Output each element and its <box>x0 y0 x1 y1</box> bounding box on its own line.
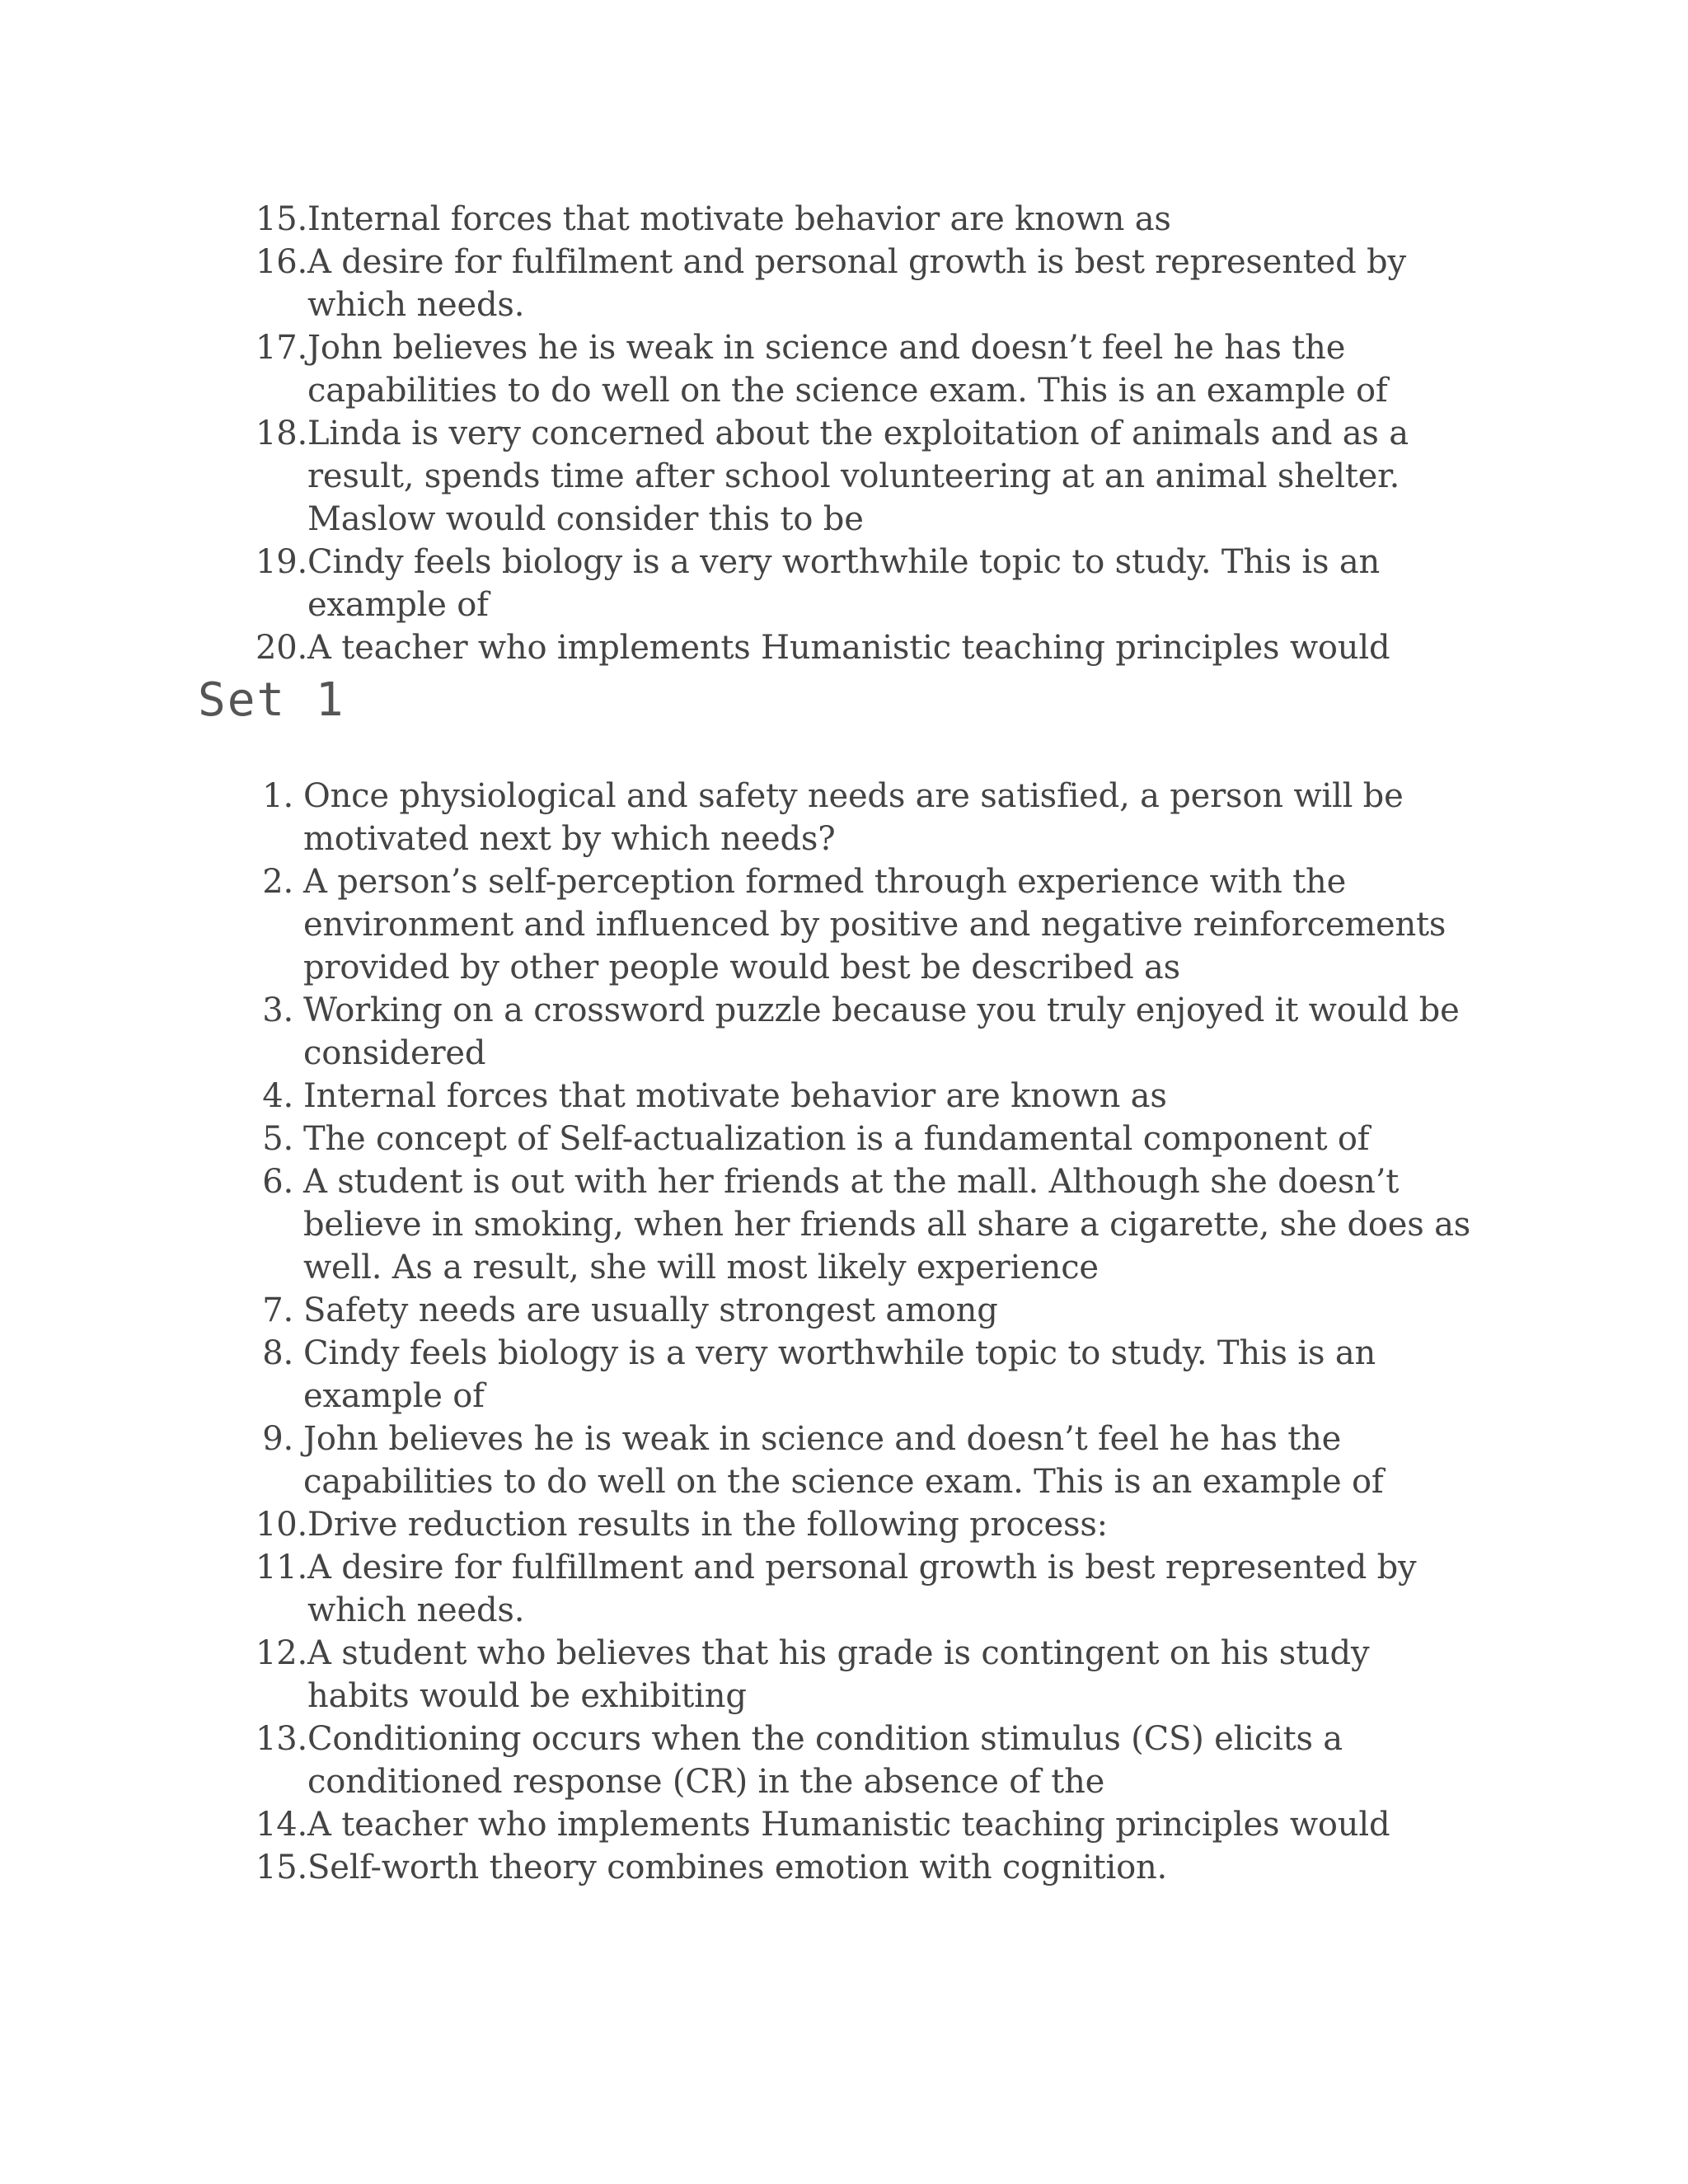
question-list-continued <box>256 198 1475 669</box>
list-item <box>256 626 1475 669</box>
question-number: 9. <box>262 1420 293 1458</box>
question-number: 18. <box>256 415 308 452</box>
question-text: A teacher who implements Humanistic teaching principles would <box>307 629 1390 667</box>
list-item <box>256 1418 1475 1503</box>
question-number: 20. <box>256 629 308 667</box>
question-text: A person’s self-perception formed through experience with the environment and influenced by positive and negative reinforcements provided by other people would best be described as <box>303 863 1447 987</box>
list-item <box>256 412 1475 541</box>
question-text: Safety needs are usually strongest among <box>303 1291 998 1329</box>
question-text: Internal forces that motivate behavior are known as <box>303 1077 1167 1115</box>
question-number: 10. <box>256 1506 308 1544</box>
list-item <box>256 989 1475 1075</box>
list-item <box>256 860 1475 989</box>
list-item <box>256 541 1475 626</box>
list-item <box>256 241 1475 326</box>
question-text: Cindy feels biology is a very worthwhile topic to study. This is an example of <box>303 1334 1376 1415</box>
list-item <box>256 198 1475 241</box>
list-item <box>256 1289 1475 1332</box>
list-item <box>256 1332 1475 1418</box>
question-text: Working on a crossword puzzle because you truly enjoyed it would be considered <box>303 991 1460 1072</box>
question-text: Conditioning occurs when the condition stimulus (CS) elicits a conditioned response (CR) in the absence of the <box>307 1720 1343 1801</box>
question-number: 14. <box>256 1806 308 1844</box>
question-text: A desire for fulfillment and personal growth is best represented by which needs. <box>307 1549 1417 1629</box>
question-text: A teacher who implements Humanistic teaching principles would <box>307 1806 1390 1844</box>
question-list-set-1 <box>256 775 1475 1889</box>
question-text: A desire for fulfilment and personal growth is best represented by which needs. <box>307 243 1406 324</box>
list-item <box>256 1718 1475 1803</box>
question-text: The concept of Self-actualization is a fundamental component of <box>303 1120 1370 1158</box>
question-number: 6. <box>262 1163 293 1201</box>
list-item <box>256 326 1475 412</box>
list-item <box>256 1632 1475 1718</box>
question-number: 2. <box>262 863 293 901</box>
question-number: 8. <box>262 1334 293 1372</box>
question-text: John believes he is weak in science and doesn’t feel he has the capabilities to do well on the science exam. This is an example of <box>303 1420 1384 1501</box>
list-item <box>256 1075 1475 1118</box>
set-heading: Set 1 <box>198 673 345 727</box>
question-number: 12. <box>256 1634 308 1672</box>
list-item <box>256 1160 1475 1289</box>
question-number: 1. <box>262 777 293 815</box>
question-number: 15. <box>256 200 308 238</box>
question-text: Once physiological and safety needs are satisfied, a person will be motivated next by which needs? <box>303 777 1404 858</box>
list-item <box>256 1546 1475 1632</box>
question-text: Self-worth theory combines emotion with cognition. <box>307 1849 1168 1886</box>
list-item <box>256 1503 1475 1546</box>
question-number: 16. <box>256 243 308 281</box>
question-number: 7. <box>262 1291 293 1329</box>
question-text: Internal forces that motivate behavior are known as <box>307 200 1171 238</box>
question-number: 11. <box>256 1549 308 1586</box>
question-number: 15. <box>256 1849 308 1886</box>
question-number: 19. <box>256 543 308 581</box>
list-item <box>256 1846 1475 1889</box>
question-text: Drive reduction results in the following process: <box>307 1506 1108 1544</box>
question-text: Linda is very concerned about the exploitation of animals and as a result, spends time after school volunteering at an animal shelter. Maslow would consider this to be <box>307 415 1409 538</box>
list-item <box>256 1803 1475 1846</box>
question-number: 13. <box>256 1720 308 1758</box>
question-number: 5. <box>262 1120 293 1158</box>
question-text: John believes he is weak in science and doesn’t feel he has the capabilities to do well on the science exam. This is an example of <box>307 329 1388 410</box>
question-text: A student who believes that his grade is contingent on his study habits would be exhibiting <box>307 1634 1370 1715</box>
question-text: A student is out with her friends at the mall. Although she doesn’t believe in smoking, when her friends all share a cigarette, she does as well. As a result, she will most likely experience <box>303 1163 1471 1286</box>
question-number: 4. <box>262 1077 293 1115</box>
question-text: Cindy feels biology is a very worthwhile topic to study. This is an example of <box>307 543 1381 624</box>
list-item <box>256 775 1475 860</box>
list-item <box>256 1118 1475 1160</box>
question-number: 3. <box>262 991 293 1029</box>
question-number: 17. <box>256 329 308 367</box>
